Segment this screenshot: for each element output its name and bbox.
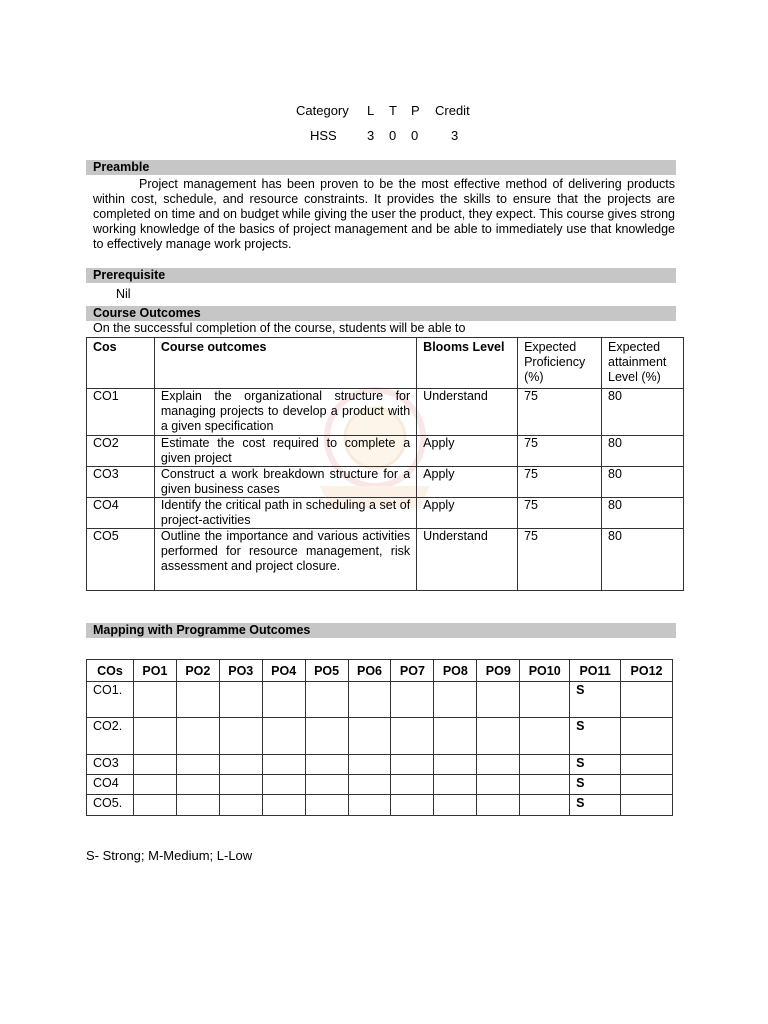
po-header-po7: PO7 — [391, 660, 434, 682]
header-cos: Cos — [87, 338, 155, 389]
co-id: CO2 — [87, 436, 155, 467]
po-cell — [176, 795, 219, 816]
p-value: 0 — [411, 128, 419, 143]
co-blooms-level: Understand — [417, 529, 518, 591]
table-row — [87, 389, 684, 436]
po-row-co: CO2. — [87, 718, 134, 755]
po-cell — [520, 718, 570, 755]
po-cell — [219, 682, 262, 718]
po-cell — [305, 755, 348, 775]
co-blooms-level: Apply — [417, 467, 518, 498]
po-row-co: CO4 — [87, 775, 134, 795]
co-proficiency: 75 — [518, 498, 602, 529]
course-outcomes-table — [86, 337, 684, 591]
po-cell — [348, 755, 391, 775]
po-cell — [621, 775, 673, 795]
po-table-body — [87, 682, 673, 816]
po-cell — [520, 755, 570, 775]
po-cell — [176, 718, 219, 755]
po-cell — [133, 682, 176, 718]
po-cell: S — [570, 795, 621, 816]
category-value: HSS — [310, 128, 337, 143]
mapping-heading: Mapping with Programme Outcomes — [86, 623, 676, 638]
po-cell — [391, 718, 434, 755]
co-blooms-level: Apply — [417, 436, 518, 467]
po-cell — [348, 682, 391, 718]
po-cell — [621, 682, 673, 718]
po-cell — [391, 795, 434, 816]
po-cell — [434, 682, 477, 718]
po-cell — [348, 775, 391, 795]
co-id: CO5 — [87, 529, 155, 591]
course-outcomes-intro: On the successful completion of the course, students will be able to — [93, 321, 466, 335]
po-cell — [305, 795, 348, 816]
course-outcomes-heading: Course Outcomes — [86, 306, 676, 321]
credit-value: 3 — [451, 128, 459, 143]
co-attainment: 80 — [602, 529, 684, 591]
po-cell — [219, 795, 262, 816]
l-value: 3 — [367, 128, 375, 143]
po-cell — [305, 682, 348, 718]
po-cell — [621, 755, 673, 775]
po-header-po2: PO2 — [176, 660, 219, 682]
co-description: Construct a work breakdown structure for a given business cases — [154, 467, 416, 498]
co-attainment: 80 — [602, 389, 684, 436]
header-course-outcomes: Course outcomes — [154, 338, 416, 389]
po-cell — [219, 718, 262, 755]
co-proficiency: 75 — [518, 389, 602, 436]
t-value: 0 — [389, 128, 397, 143]
po-cell — [621, 795, 673, 816]
co-blooms-level: Understand — [417, 389, 518, 436]
l-label: L — [367, 103, 375, 118]
po-cell — [219, 755, 262, 775]
po-cell — [133, 795, 176, 816]
po-header-po9: PO9 — [477, 660, 520, 682]
po-header-po5: PO5 — [305, 660, 348, 682]
po-cell — [133, 718, 176, 755]
co-attainment: 80 — [602, 436, 684, 467]
po-header-po11: PO11 — [570, 660, 621, 682]
po-row — [87, 795, 673, 816]
po-header-po4: PO4 — [262, 660, 305, 682]
po-header-cos: COs — [87, 660, 134, 682]
co-id: CO4 — [87, 498, 155, 529]
po-cell — [262, 795, 305, 816]
po-row — [87, 718, 673, 755]
table-row — [87, 467, 684, 498]
preamble-text: Project management has been proven to be the most effective method of delivering products within cost, schedule, and resource constraints. It provides the skills to ensure that the projects are completed on time and on budget while giving the user the product, they expect. This course gives strong working knowledge of the basics of project management and be able to immediately use that knowledge to effectively manage work projects. — [93, 177, 675, 251]
co-description: Explain the organizational structure for managing projects to develop a product with a given specification — [154, 389, 416, 436]
co-proficiency: 75 — [518, 529, 602, 591]
po-row-co: CO5. — [87, 795, 134, 816]
po-cell — [133, 775, 176, 795]
po-cell — [262, 718, 305, 755]
co-description: Estimate the cost required to complete a given project — [154, 436, 416, 467]
po-cell — [262, 682, 305, 718]
t-label: T — [389, 103, 397, 118]
po-cell — [133, 755, 176, 775]
p-label: P — [411, 103, 420, 118]
po-cell — [477, 775, 520, 795]
legend-text: S- Strong; M-Medium; L-Low — [86, 848, 253, 863]
co-description: Identify the critical path in scheduling a set of project-activities — [154, 498, 416, 529]
po-cell: S — [570, 775, 621, 795]
po-header-po10: PO10 — [520, 660, 570, 682]
header-expected-attainment: Expected attainment Level (%) — [602, 338, 684, 389]
po-cell — [477, 755, 520, 775]
po-cell — [477, 682, 520, 718]
po-header-po3: PO3 — [219, 660, 262, 682]
po-header-row — [87, 660, 673, 682]
po-header-po8: PO8 — [434, 660, 477, 682]
po-cell — [520, 775, 570, 795]
prerequisite-text: Nil — [116, 287, 131, 301]
prerequisite-heading: Prerequisite — [86, 268, 676, 283]
po-header-po6: PO6 — [348, 660, 391, 682]
po-cell — [520, 682, 570, 718]
co-id: CO1 — [87, 389, 155, 436]
table-row — [87, 529, 684, 591]
po-cell — [176, 682, 219, 718]
po-cell — [305, 718, 348, 755]
preamble-heading: Preamble — [86, 160, 676, 175]
co-description: Outline the importance and various activities performed for resource management, risk assessment and project closure. — [154, 529, 416, 591]
header-blooms-level: Blooms Level — [417, 338, 518, 389]
credit-label: Credit — [435, 103, 470, 118]
po-row — [87, 682, 673, 718]
table-row — [87, 436, 684, 467]
po-header-po1: PO1 — [133, 660, 176, 682]
table-row — [87, 498, 684, 529]
po-cell — [348, 795, 391, 816]
po-row — [87, 775, 673, 795]
po-cell — [262, 755, 305, 775]
po-cell — [176, 755, 219, 775]
co-blooms-level: Apply — [417, 498, 518, 529]
po-cell — [391, 775, 434, 795]
po-cell — [348, 718, 391, 755]
po-cell: S — [570, 682, 621, 718]
po-cell — [477, 795, 520, 816]
po-cell — [434, 775, 477, 795]
co-proficiency: 75 — [518, 436, 602, 467]
co-id: CO3 — [87, 467, 155, 498]
po-cell — [477, 718, 520, 755]
co-attainment: 80 — [602, 467, 684, 498]
po-cell — [176, 775, 219, 795]
co-proficiency: 75 — [518, 467, 602, 498]
po-cell — [621, 718, 673, 755]
co-attainment: 80 — [602, 498, 684, 529]
category-label: Category — [296, 103, 349, 118]
co-table-header-row — [87, 338, 684, 389]
header-expected-proficiency: Expected Proficiency (%) — [518, 338, 602, 389]
po-row-co: CO3 — [87, 755, 134, 775]
po-mapping-table — [86, 659, 673, 816]
po-cell — [434, 718, 477, 755]
po-cell — [391, 682, 434, 718]
po-row — [87, 755, 673, 775]
po-cell — [434, 795, 477, 816]
po-cell — [305, 775, 348, 795]
po-header-po12: PO12 — [621, 660, 673, 682]
po-cell — [520, 795, 570, 816]
po-cell — [219, 775, 262, 795]
po-cell — [391, 755, 434, 775]
po-cell — [262, 775, 305, 795]
po-cell — [434, 755, 477, 775]
po-row-co: CO1. — [87, 682, 134, 718]
po-cell: S — [570, 755, 621, 775]
po-cell: S — [570, 718, 621, 755]
